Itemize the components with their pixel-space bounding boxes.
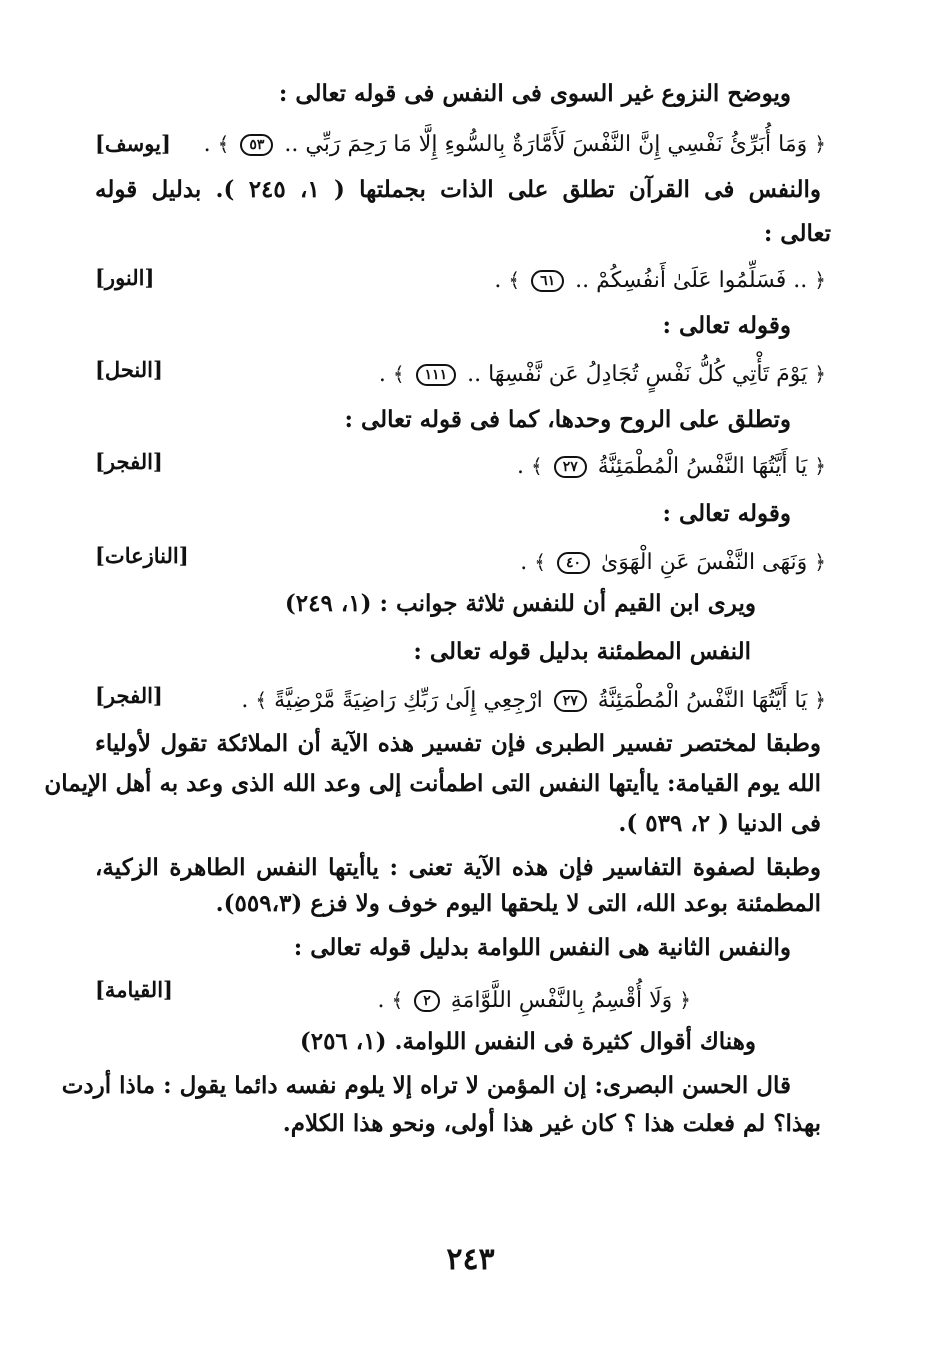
text-line: والنفس الثانية هى النفس اللوامة بدليل قوله تعالى :	[293, 934, 791, 961]
text-line: الله يوم القيامة: ياأيتها النفس التى اطمأنت إلى وعد الله الذى وعد به أهل الإيمان	[44, 770, 821, 797]
text-line: تعالى :	[763, 220, 831, 247]
verse-end-dot: .	[516, 454, 524, 479]
verse-open-ornament: ﴿	[679, 988, 691, 1012]
text-line: ويوضح النزوع غير السوى فى النفس فى قوله تعالى :	[278, 80, 791, 107]
verse-close-ornament: ﴾	[534, 550, 546, 574]
verse-end-dot: .	[203, 132, 211, 157]
text-line: وهناك أقوال كثيرة فى النفس اللوامة. (١، ٢٥٦)	[299, 1028, 756, 1055]
verse-end-dot: .	[241, 688, 249, 713]
verse-end-dot: .	[494, 268, 502, 293]
verse-open-ornament: ﴿	[814, 550, 826, 574]
verse-text: وَمَا أُبَرِّئُ نَفْسِي إِنَّ النَّفْسَ لَأَمَّارَةٌ بِالسُّوءِ إِلَّا مَا رَحِمَ رَبِّي ..	[284, 132, 808, 157]
verse-end-dot: .	[377, 988, 385, 1013]
page-number: ٢٤٣	[446, 1242, 495, 1277]
verse-close-ornament: ﴾	[255, 688, 268, 712]
text-line: وتطلق على الروح وحدها، كما فى قوله تعالى :	[344, 406, 791, 433]
verse-text: يَا أَيَّتُهَا النَّفْسُ الْمُطْمَئِنَّةُ	[597, 688, 808, 713]
surah-reference: [الفجر]	[95, 449, 163, 474]
surah-reference: [النحل]	[95, 357, 163, 382]
surah-reference: [الفجر]	[95, 683, 163, 708]
surah-reference: [يوسف]	[95, 131, 171, 156]
text-line: قال الحسن البصرى: إن المؤمن لا تراه إلا يلوم نفسه دائما يقول : ماذا أردت	[61, 1072, 791, 1099]
surah-reference: [النور]	[95, 265, 155, 290]
verse-number: ٢٧	[554, 456, 587, 478]
verse-open-ornament: ﴿	[814, 268, 826, 292]
quran-verse	[377, 980, 691, 1020]
text-line: وطبقا لصفوة التفاسير فإن هذه الآية تعنى : ياأيتها النفس الطاهرة الزكية،	[95, 854, 821, 881]
quran-verse	[241, 680, 826, 720]
verse-number: ٥٣	[240, 134, 273, 156]
verse-close-ornament: ﴾	[391, 988, 404, 1012]
quran-verse	[204, 124, 826, 164]
verse-number: ٢٧	[554, 690, 587, 712]
verse-text-continued: ارْجِعِي إِلَىٰ رَبِّكِ رَاضِيَةً مَّرْضِيَّةً	[274, 688, 543, 713]
verse-close-ornament: ﴾	[392, 362, 405, 386]
verse-number: ١١١	[416, 364, 457, 386]
verse-open-ornament: ﴿	[814, 688, 826, 712]
quran-verse	[494, 260, 826, 300]
quran-verse	[520, 542, 826, 582]
quran-verse	[379, 354, 826, 394]
text-line: وقوله تعالى :	[662, 312, 791, 339]
verse-close-ornament: ﴾	[217, 132, 230, 156]
verse-end-dot: .	[378, 362, 386, 387]
verse-close-ornament: ﴾	[508, 268, 521, 292]
verse-open-ornament: ﴿	[814, 362, 826, 386]
verse-number: ٦١	[531, 270, 564, 292]
verse-end-dot: .	[520, 550, 528, 575]
text-line: المطمئنة بوعد الله، التى لا يلحقها اليوم خوف ولا فزع (٥٥٩،٣).	[215, 890, 821, 917]
verse-text: يَوْمَ تَأْتِي كُلُّ نَفْسٍ تُجَادِلُ عَن نَّفْسِهَا ..	[467, 362, 808, 387]
surah-reference: [القيامة]	[95, 977, 173, 1002]
verse-number: ٤٠	[557, 552, 590, 574]
text-line: النفس المطمئنة بدليل قوله تعالى :	[413, 638, 751, 665]
quran-verse	[517, 446, 826, 486]
verse-text: وَنَهَى النَّفْسَ عَنِ الْهَوَىٰ	[601, 550, 808, 575]
surah-reference: [النازعات]	[95, 543, 189, 568]
verse-open-ornament: ﴿	[814, 454, 826, 478]
text-line: وقوله تعالى :	[662, 500, 791, 527]
text-line: فى الدنيا ( ٢، ٥٣٩ ).	[618, 810, 821, 837]
text-line: بهذا؟ لم فعلت هذا ؟ كان غير هذا أولى، ونحو هذا الكلام.	[282, 1110, 821, 1137]
verse-text: وَلَا أُقْسِمُ بِالنَّفْسِ اللَّوَّامَةِ	[450, 988, 673, 1013]
verse-open-ornament: ﴿	[814, 132, 826, 156]
verse-close-ornament: ﴾	[530, 454, 543, 478]
text-line: والنفس فى القرآن تطلق على الذات بجملتها ( ١، ٢٤٥ ). بدليل قوله	[95, 176, 821, 203]
verse-text: يَا أَيَّتُهَا النَّفْسُ الْمُطْمَئِنَّةُ	[597, 454, 808, 479]
text-line: ويرى ابن القيم أن للنفس ثلاثة جوانب : (١، ٢٤٩)	[284, 590, 756, 617]
verse-number: ٢	[414, 990, 440, 1012]
verse-text: .. فَسَلِّمُوا عَلَىٰ أَنفُسِكُمْ ..	[575, 268, 808, 293]
text-line: وطبقا لمختصر تفسير الطبرى فإن تفسير هذه الآية أن الملائكة تقول لأولياء	[95, 730, 821, 757]
